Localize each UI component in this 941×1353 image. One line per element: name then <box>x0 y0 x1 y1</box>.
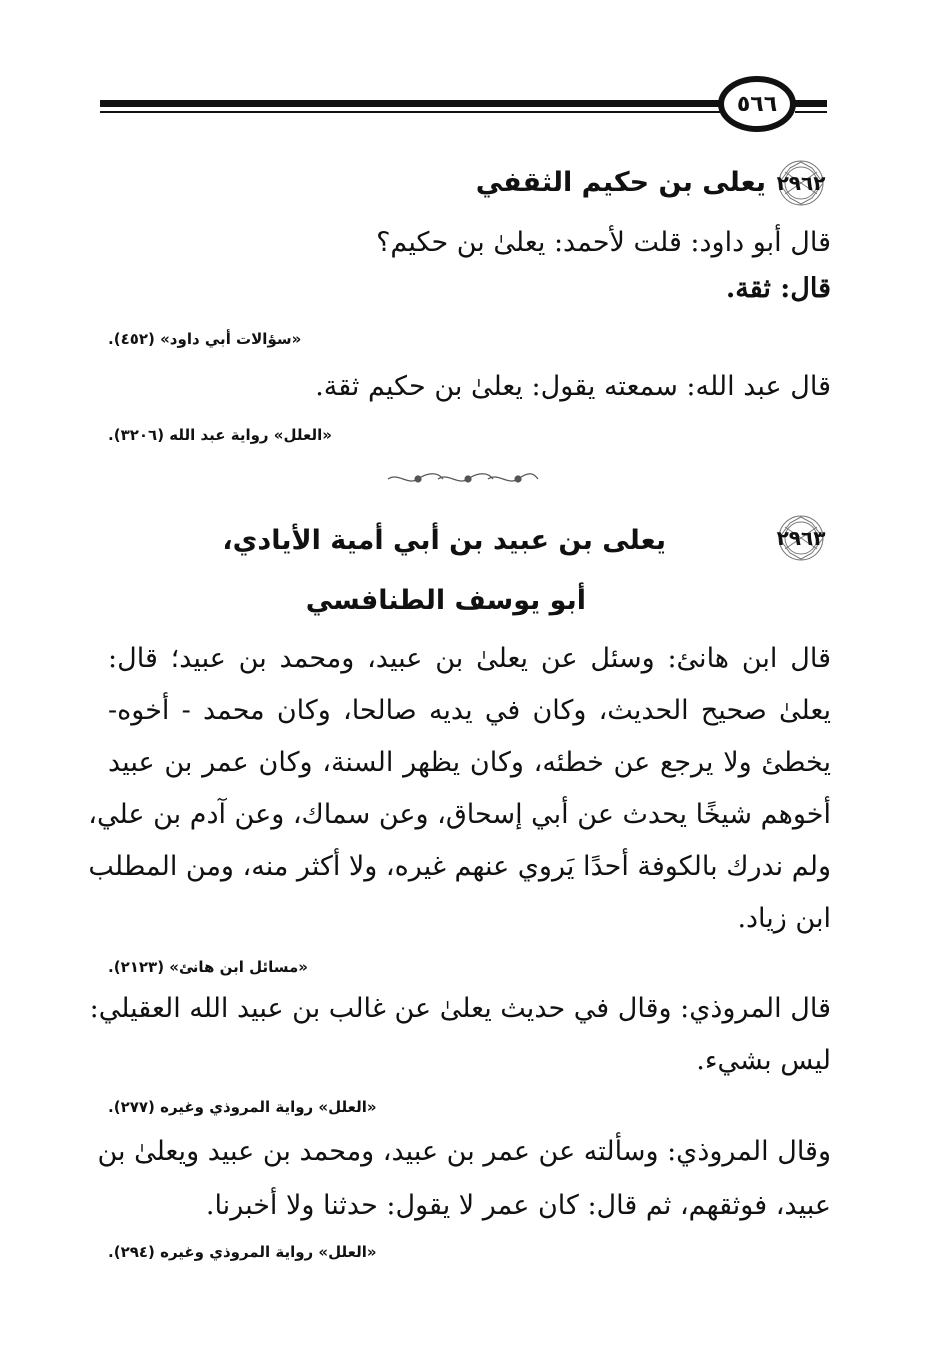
text-line: قال أبو داود: قلت لأحمد: يعلىٰ بن حكيم؟ <box>376 227 831 258</box>
text-line: ولم ندرك بالكوفة أحدًا يَروي عنهم غيره، ولا أكثر منه، ومن المطلب <box>88 851 831 882</box>
text-line: قال: ثقة. <box>725 273 831 304</box>
entry-heading: يعلى بن عبيد بن أبي أمية الأيادي، <box>222 525 666 556</box>
text-line: ابن زياد. <box>737 903 831 934</box>
header-rule-left <box>100 100 720 120</box>
entry-number-badge: ٢٩٦٢ <box>768 158 834 208</box>
header-rule-right <box>795 100 827 120</box>
page-number: ٥٦٦ <box>718 76 796 132</box>
text-line: قال عبد الله: سمعته يقول: يعلىٰ بن حكيم ثقة. <box>315 371 831 402</box>
source-citation: «العلل» رواية عبد الله (٣٢٠٦). <box>108 426 332 444</box>
entry-number-badge: ٢٩٦٣ <box>768 513 834 563</box>
text-line: قال المروذي: وقال في حديث يعلىٰ عن غالب بن عبيد الله العقيلي: <box>89 993 831 1024</box>
divider-ornament-icon <box>383 470 543 488</box>
text-line: وقال المروذي: وسألته عن عمر بن عبيد، ومحمد بن عبيد ويعلىٰ بن <box>97 1136 831 1167</box>
text-line: يعلىٰ صحيح الحديث، وكان في يديه صالحا، وكان محمد - أخوه- <box>108 695 831 726</box>
entry-heading: يعلى بن حكيم الثقفي <box>475 167 766 198</box>
text-line: ليس بشيء. <box>696 1045 831 1076</box>
text-line: يخطئ ولا يرجع عن خطئه، وكان يظهر السنة، وكان عمر بن عبيد <box>108 747 831 778</box>
text-line: قال ابن هانئ: وسئل عن يعلىٰ بن عبيد، ومحمد بن عبيد؛ قال: <box>108 643 831 674</box>
source-citation: «مسائل ابن هانئ» (٢١٢٣). <box>108 958 308 976</box>
text-line: عبيد، فوثقهم، ثم قال: كان عمر لا يقول: حدثنا ولا أخبرنا. <box>205 1190 831 1221</box>
source-citation: «العلل» رواية المروذي وغيره (٢٧٧). <box>108 1098 377 1116</box>
entry-heading-kunya: أبو يوسف الطنافسي <box>305 585 586 616</box>
text-line: أخوهم شيخًا يحدث عن أبي إسحاق، وعن سماك، وعن آدم بن علي، <box>88 799 831 830</box>
source-citation: «العلل» رواية المروذي وغيره (٢٩٤). <box>108 1243 377 1261</box>
source-citation: «سؤالات أبي داود» (٤٥٢). <box>108 330 302 348</box>
